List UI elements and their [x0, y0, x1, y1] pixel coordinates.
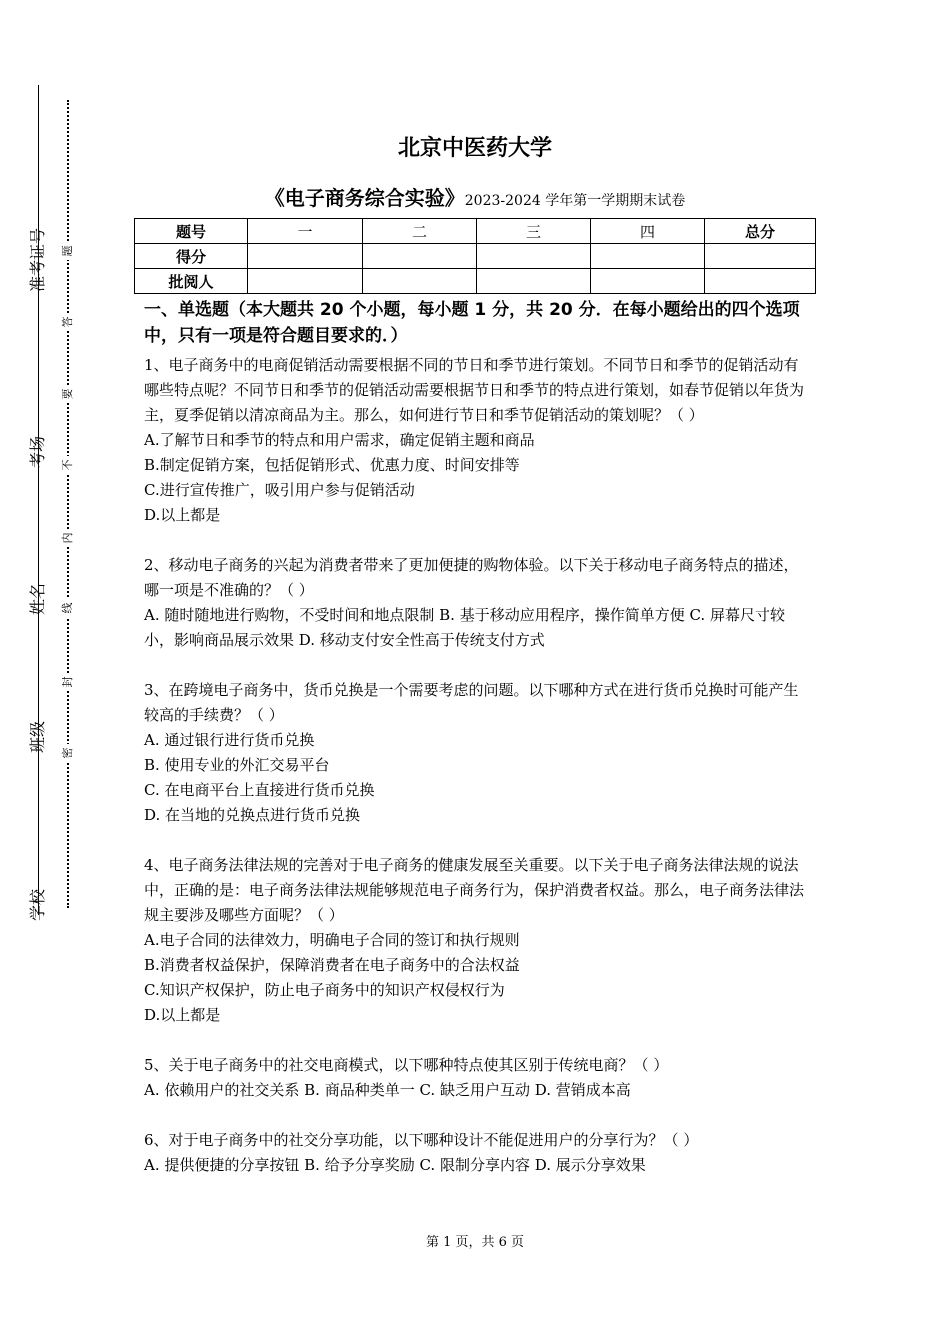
- score-table-row: [135, 244, 816, 269]
- score-row-label: 得分: [135, 244, 248, 269]
- field-class-label: 班级: [28, 720, 47, 753]
- score-cell[interactable]: [705, 244, 816, 269]
- question-option: C. 在电商平台上直接进行货币兑换: [144, 781, 375, 799]
- score-table-row: [135, 269, 816, 294]
- question-4: [144, 853, 812, 1028]
- seal-char: 密: [61, 744, 75, 762]
- seal-char: 封: [61, 673, 75, 691]
- score-table-header: 一: [248, 219, 363, 244]
- score-row-label: 批阅人: [135, 269, 248, 294]
- binding-dotted-line: [67, 100, 69, 908]
- question-option: D. 在当地的兑换点进行货币兑换: [144, 806, 361, 824]
- question-options-inline: A. 依赖用户的社交关系 B. 商品种类单一 C. 缺乏用户互动 D. 营销成本高: [144, 1081, 631, 1099]
- question-6: [144, 1128, 812, 1178]
- seal-char: 线: [61, 599, 75, 617]
- seal-char: 题: [61, 242, 75, 260]
- score-table-header: 二: [363, 219, 477, 244]
- question-stem: 2、移动电子商务的兴起为消费者带来了更加便捷的购物体验。以下关于移动电子商务特点的描述，哪一项是不准确的？（ ）: [144, 556, 799, 599]
- score-table-header: 四: [591, 219, 705, 244]
- question-stem: 3、在跨境电子商务中，货币兑换是一个需要考虑的问题。以下哪种方式在进行货币兑换时可能产生较高的手续费？（ ）: [144, 681, 799, 724]
- score-table: [134, 218, 816, 294]
- score-cell[interactable]: [248, 244, 363, 269]
- field-exam-room-label: 考场: [28, 435, 47, 468]
- exam-content: [144, 297, 812, 1203]
- exam-subtitle: [0, 182, 950, 211]
- question-1: [144, 353, 812, 528]
- question-option: A. 通过银行进行货币兑换: [144, 731, 315, 749]
- seal-char: 答: [61, 313, 75, 331]
- section-title: 一、单选题（本大题共 20 个小题，每小题 1 分，共 20 分．在每小题给出的四个选项中，只有一项是符合题目要求的．）: [144, 300, 800, 346]
- score-cell[interactable]: [363, 269, 477, 294]
- field-name-label: 姓名: [28, 582, 47, 615]
- seal-char: 内: [61, 529, 75, 547]
- field-school-label: 学校: [28, 888, 47, 921]
- question-option: C.知识产权保护，防止电子商务中的知识产权侵权行为: [144, 981, 505, 999]
- score-table-header: 总分: [705, 219, 816, 244]
- exam-term: 2023-2024 学年第一学期期末试卷: [464, 193, 686, 209]
- school-name: 北京中医药大学: [397, 136, 552, 161]
- score-table-header: 三: [477, 219, 591, 244]
- field-exam-id-label: 准考证号: [28, 227, 47, 292]
- question-3: [144, 678, 812, 828]
- course-title: 《电子商务综合实验》: [264, 186, 465, 210]
- question-2: [144, 553, 812, 653]
- question-option: B.制定促销方案，包括促销形式、优惠力度、时间安排等: [144, 456, 520, 474]
- question-options-inline: A. 提供便捷的分享按钮 B. 给予分享奖励 C. 限制分享内容 D. 展示分享效果: [144, 1156, 646, 1174]
- question-option: B. 使用专业的外汇交易平台: [144, 756, 330, 774]
- score-table-header-row: [135, 219, 816, 244]
- seal-char: 不: [61, 456, 75, 474]
- score-cell[interactable]: [591, 269, 705, 294]
- question-stem: 4、电子商务法律法规的完善对于电子商务的健康发展至关重要。以下关于电子商务法律法规的说法中，正确的是：电子商务法律法规能够规范电子商务行为，保护消费者权益。那么，电子商务法律法规主要涉及哪些方面呢？（ ）: [144, 856, 805, 924]
- question-option: D.以上都是: [144, 506, 221, 524]
- question-option: B.消费者权益保护，保障消费者在电子商务中的合法权益: [144, 956, 520, 974]
- question-stem: 1、电子商务中的电商促销活动需要根据不同的节日和季节进行策划。不同节日和季节的促销活动有哪些特点呢？不同节日和季节的促销活动需要根据节日和季节的特点进行策划，如春节促销以年货为主，夏季促销以清凉商品为主。那么，如何进行节日和季节促销活动的策划呢？（ ）: [144, 356, 805, 424]
- score-cell[interactable]: [363, 244, 477, 269]
- score-table-header: 题号: [135, 219, 248, 244]
- question-option: D.以上都是: [144, 1006, 221, 1024]
- question-stem: 6、对于电子商务中的社交分享功能，以下哪种设计不能促进用户的分享行为？（ ）: [144, 1131, 699, 1149]
- question-options-inline: A. 随时随地进行购物，不受时间和地点限制 B. 基于移动应用程序，操作简单方便 C. 屏幕尺寸较小，影响商品展示效果 D. 移动支付安全性高于传统支付方式: [144, 606, 785, 649]
- score-cell[interactable]: [248, 269, 363, 294]
- score-cell[interactable]: [591, 244, 705, 269]
- score-cell[interactable]: [477, 244, 591, 269]
- question-option: C.进行宣传推广，吸引用户参与促销活动: [144, 481, 415, 499]
- score-cell[interactable]: [477, 269, 591, 294]
- seal-char: 要: [61, 385, 75, 403]
- page-footer: 第 1 页，共 6 页: [425, 1235, 525, 1250]
- question-option: A.了解节日和季节的特点和用户需求，确定促销主题和商品: [144, 431, 535, 449]
- score-cell[interactable]: [705, 269, 816, 294]
- question-option: A.电子合同的法律效力，明确电子合同的签订和执行规则: [144, 931, 520, 949]
- question-5: [144, 1053, 812, 1103]
- question-stem: 5、关于电子商务中的社交电商模式，以下哪种特点使其区别于传统电商？（ ）: [144, 1056, 669, 1074]
